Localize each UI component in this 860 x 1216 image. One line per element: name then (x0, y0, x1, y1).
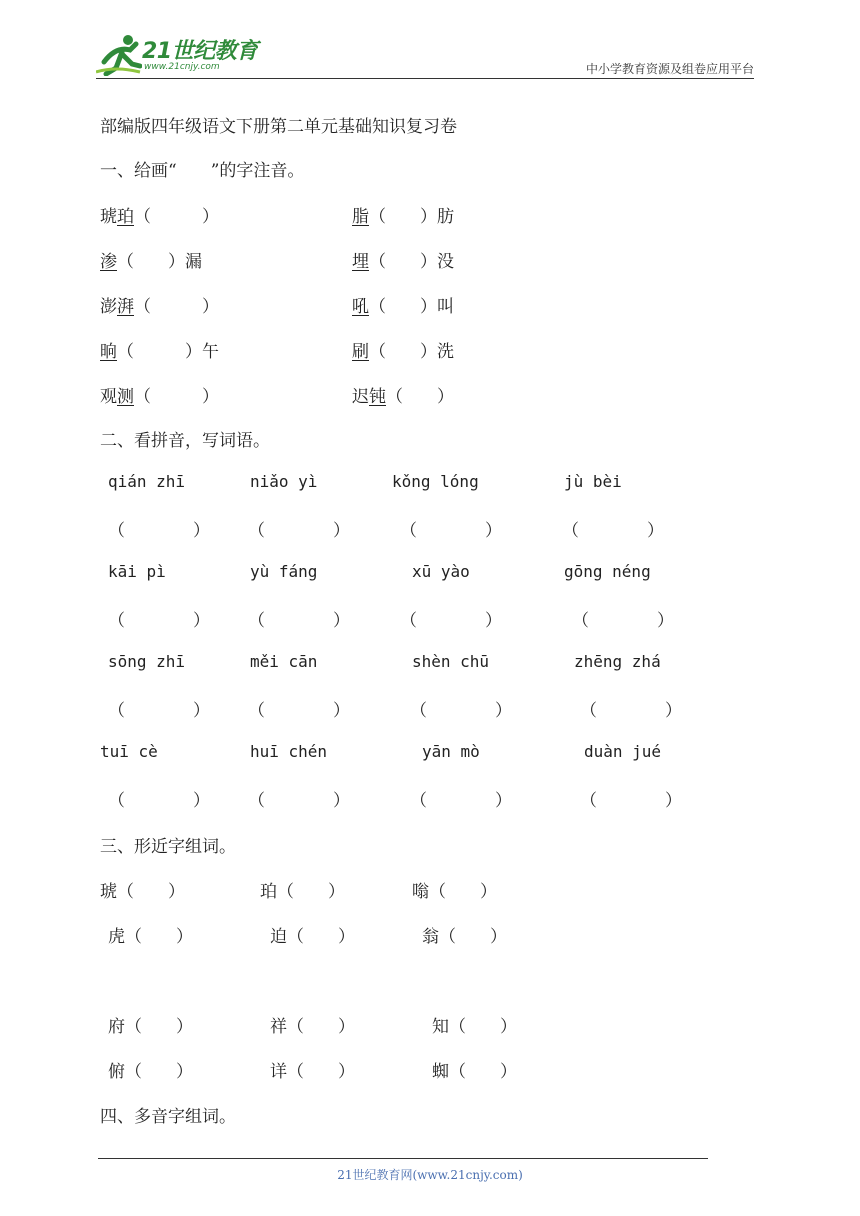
similar-char: 珀 (260, 882, 277, 902)
pinyin-prompt: niǎo yì (250, 472, 318, 491)
similar-char: 虎 (108, 927, 125, 947)
answer-blank: （ ） (248, 611, 350, 631)
answer-blank: （ ） (400, 611, 502, 631)
underlined-char: 测 (117, 387, 134, 407)
pinyin-item (352, 292, 454, 317)
pinyin-item (352, 247, 454, 272)
pinyin-prompt: duàn jué (584, 742, 662, 761)
answer-blank: （ ） (108, 701, 210, 721)
similar-char-item (270, 1057, 355, 1082)
platform-name: 中小学教育资源及组卷应用平台 (585, 62, 754, 76)
answer-blank: （ ） (449, 1017, 517, 1037)
similar-char: 蜘 (432, 1062, 449, 1082)
similar-char-item (412, 877, 497, 902)
similar-char: 迫 (270, 927, 287, 947)
item-suffix: 洗 (437, 342, 454, 362)
pinyin-prompt: gōng néng (564, 562, 651, 581)
similar-char: 琥 (100, 882, 117, 902)
answer-blank: （ ） (410, 791, 512, 811)
similar-char: 知 (432, 1017, 449, 1037)
answer-blank: （ ） (369, 342, 437, 362)
answer-blank: （ ） (125, 1062, 193, 1082)
item-suffix: 肪 (437, 207, 454, 227)
answer-blank: （ ） (108, 611, 210, 631)
answer-blank: （ ） (429, 882, 497, 902)
footer-text: 21世纪教育网(www.21cnjy.com) (337, 1168, 523, 1182)
similar-char-item (422, 922, 507, 947)
underlined-char: 钝 (369, 387, 386, 407)
similar-char-item (432, 1012, 517, 1037)
pinyin-item (100, 202, 219, 227)
answer-blank: （ ） (580, 701, 682, 721)
pinyin-prompt: qián zhī (108, 472, 186, 491)
answer-blank: （ ） (277, 882, 345, 902)
answer-blank: （ ） (248, 791, 350, 811)
section3-heading: 三、形近字组词。 (100, 837, 236, 857)
similar-char: 府 (108, 1017, 125, 1037)
similar-char-item (270, 922, 355, 947)
pinyin-item (100, 247, 202, 272)
pinyin-prompt: sōng zhī (108, 652, 186, 671)
answer-blank: （ ） (562, 521, 664, 541)
answer-blank: （ ） (410, 701, 512, 721)
item-suffix: 叫 (437, 297, 454, 317)
pinyin-item (352, 337, 454, 362)
similar-char-item (108, 922, 193, 947)
logo (96, 32, 271, 78)
answer-blank: （ ） (134, 387, 219, 407)
section2-heading: 二、看拼音，写词语。 (100, 431, 270, 451)
answer-blank: （ ） (117, 252, 185, 272)
answer-blank: （ ） (125, 927, 193, 947)
answer-blank: （ ） (117, 882, 185, 902)
answer-blank: （ ） (449, 1062, 517, 1082)
item-suffix: 午 (202, 342, 219, 362)
item-suffix: 没 (437, 252, 454, 272)
document-title: 部编版四年级语文下册第二单元基础知识复习卷 (100, 117, 457, 137)
pinyin-prompt: zhēng zhá (574, 652, 661, 671)
header-divider (96, 78, 754, 79)
pinyin-item (100, 382, 219, 407)
pinyin-prompt: xū yào (412, 562, 470, 581)
underlined-char: 晌 (100, 342, 117, 362)
section4-heading: 四、多音字组词。 (100, 1107, 236, 1127)
pinyin-item (352, 382, 454, 407)
item-prefix: 观 (100, 387, 117, 407)
footer-divider (98, 1158, 708, 1159)
pinyin-prompt: kāi pì (108, 562, 166, 581)
answer-blank: （ ） (287, 1062, 355, 1082)
runner-logo-icon (96, 32, 142, 76)
pinyin-prompt: yù fáng (250, 562, 318, 581)
pinyin-prompt: tuī cè (100, 742, 158, 761)
pinyin-prompt: huī chén (250, 742, 328, 761)
answer-blank: （ ） (580, 791, 682, 811)
similar-char: 嗡 (412, 882, 429, 902)
similar-char: 详 (270, 1062, 287, 1082)
pinyin-prompt: shèn chū (412, 652, 490, 671)
answer-blank: （ ） (386, 387, 454, 407)
pinyin-prompt: yān mò (422, 742, 480, 761)
underlined-char: 脂 (352, 207, 369, 227)
pinyin-item (100, 337, 219, 362)
similar-char: 翁 (422, 927, 439, 947)
similar-char-item (432, 1057, 517, 1082)
similar-char-item (100, 877, 185, 902)
answer-blank: （ ） (108, 791, 210, 811)
answer-blank: （ ） (134, 297, 219, 317)
pinyin-item (100, 292, 219, 317)
answer-blank: （ ） (369, 207, 437, 227)
item-prefix: 迟 (352, 387, 369, 407)
answer-blank: （ ） (117, 342, 202, 362)
answer-blank: （ ） (248, 521, 350, 541)
logo-url: www.21cnjy.com (144, 62, 220, 72)
underlined-char: 珀 (117, 207, 134, 227)
similar-char: 俯 (108, 1062, 125, 1082)
similar-char: 祥 (270, 1017, 287, 1037)
answer-blank: （ ） (108, 521, 210, 541)
underlined-char: 渗 (100, 252, 117, 272)
pinyin-prompt: kǒng lóng (392, 472, 479, 491)
answer-blank: （ ） (572, 611, 674, 631)
answer-blank: （ ） (400, 521, 502, 541)
answer-blank: （ ） (439, 927, 507, 947)
answer-blank: （ ） (248, 701, 350, 721)
answer-blank: （ ） (134, 207, 219, 227)
item-suffix: 漏 (185, 252, 202, 272)
similar-char-item (108, 1057, 193, 1082)
underlined-char: 埋 (352, 252, 369, 272)
answer-blank: （ ） (369, 297, 437, 317)
pinyin-prompt: jù bèi (564, 472, 622, 491)
similar-char-item (270, 1012, 355, 1037)
section1-heading: 一、给画“ ”的字注音。 (100, 161, 305, 181)
item-prefix: 澎 (100, 297, 117, 317)
pinyin-prompt: měi cān (250, 652, 318, 671)
item-prefix: 琥 (100, 207, 117, 227)
similar-char-item (260, 877, 345, 902)
underlined-char: 湃 (117, 297, 134, 317)
similar-char-item (108, 1012, 193, 1037)
answer-blank: （ ） (125, 1017, 193, 1037)
underlined-char: 吼 (352, 297, 369, 317)
underlined-char: 刷 (352, 342, 369, 362)
logo-text: 21世纪教育 (142, 39, 258, 64)
answer-blank: （ ） (287, 927, 355, 947)
pinyin-item (352, 202, 454, 227)
answer-blank: （ ） (287, 1017, 355, 1037)
answer-blank: （ ） (369, 252, 437, 272)
